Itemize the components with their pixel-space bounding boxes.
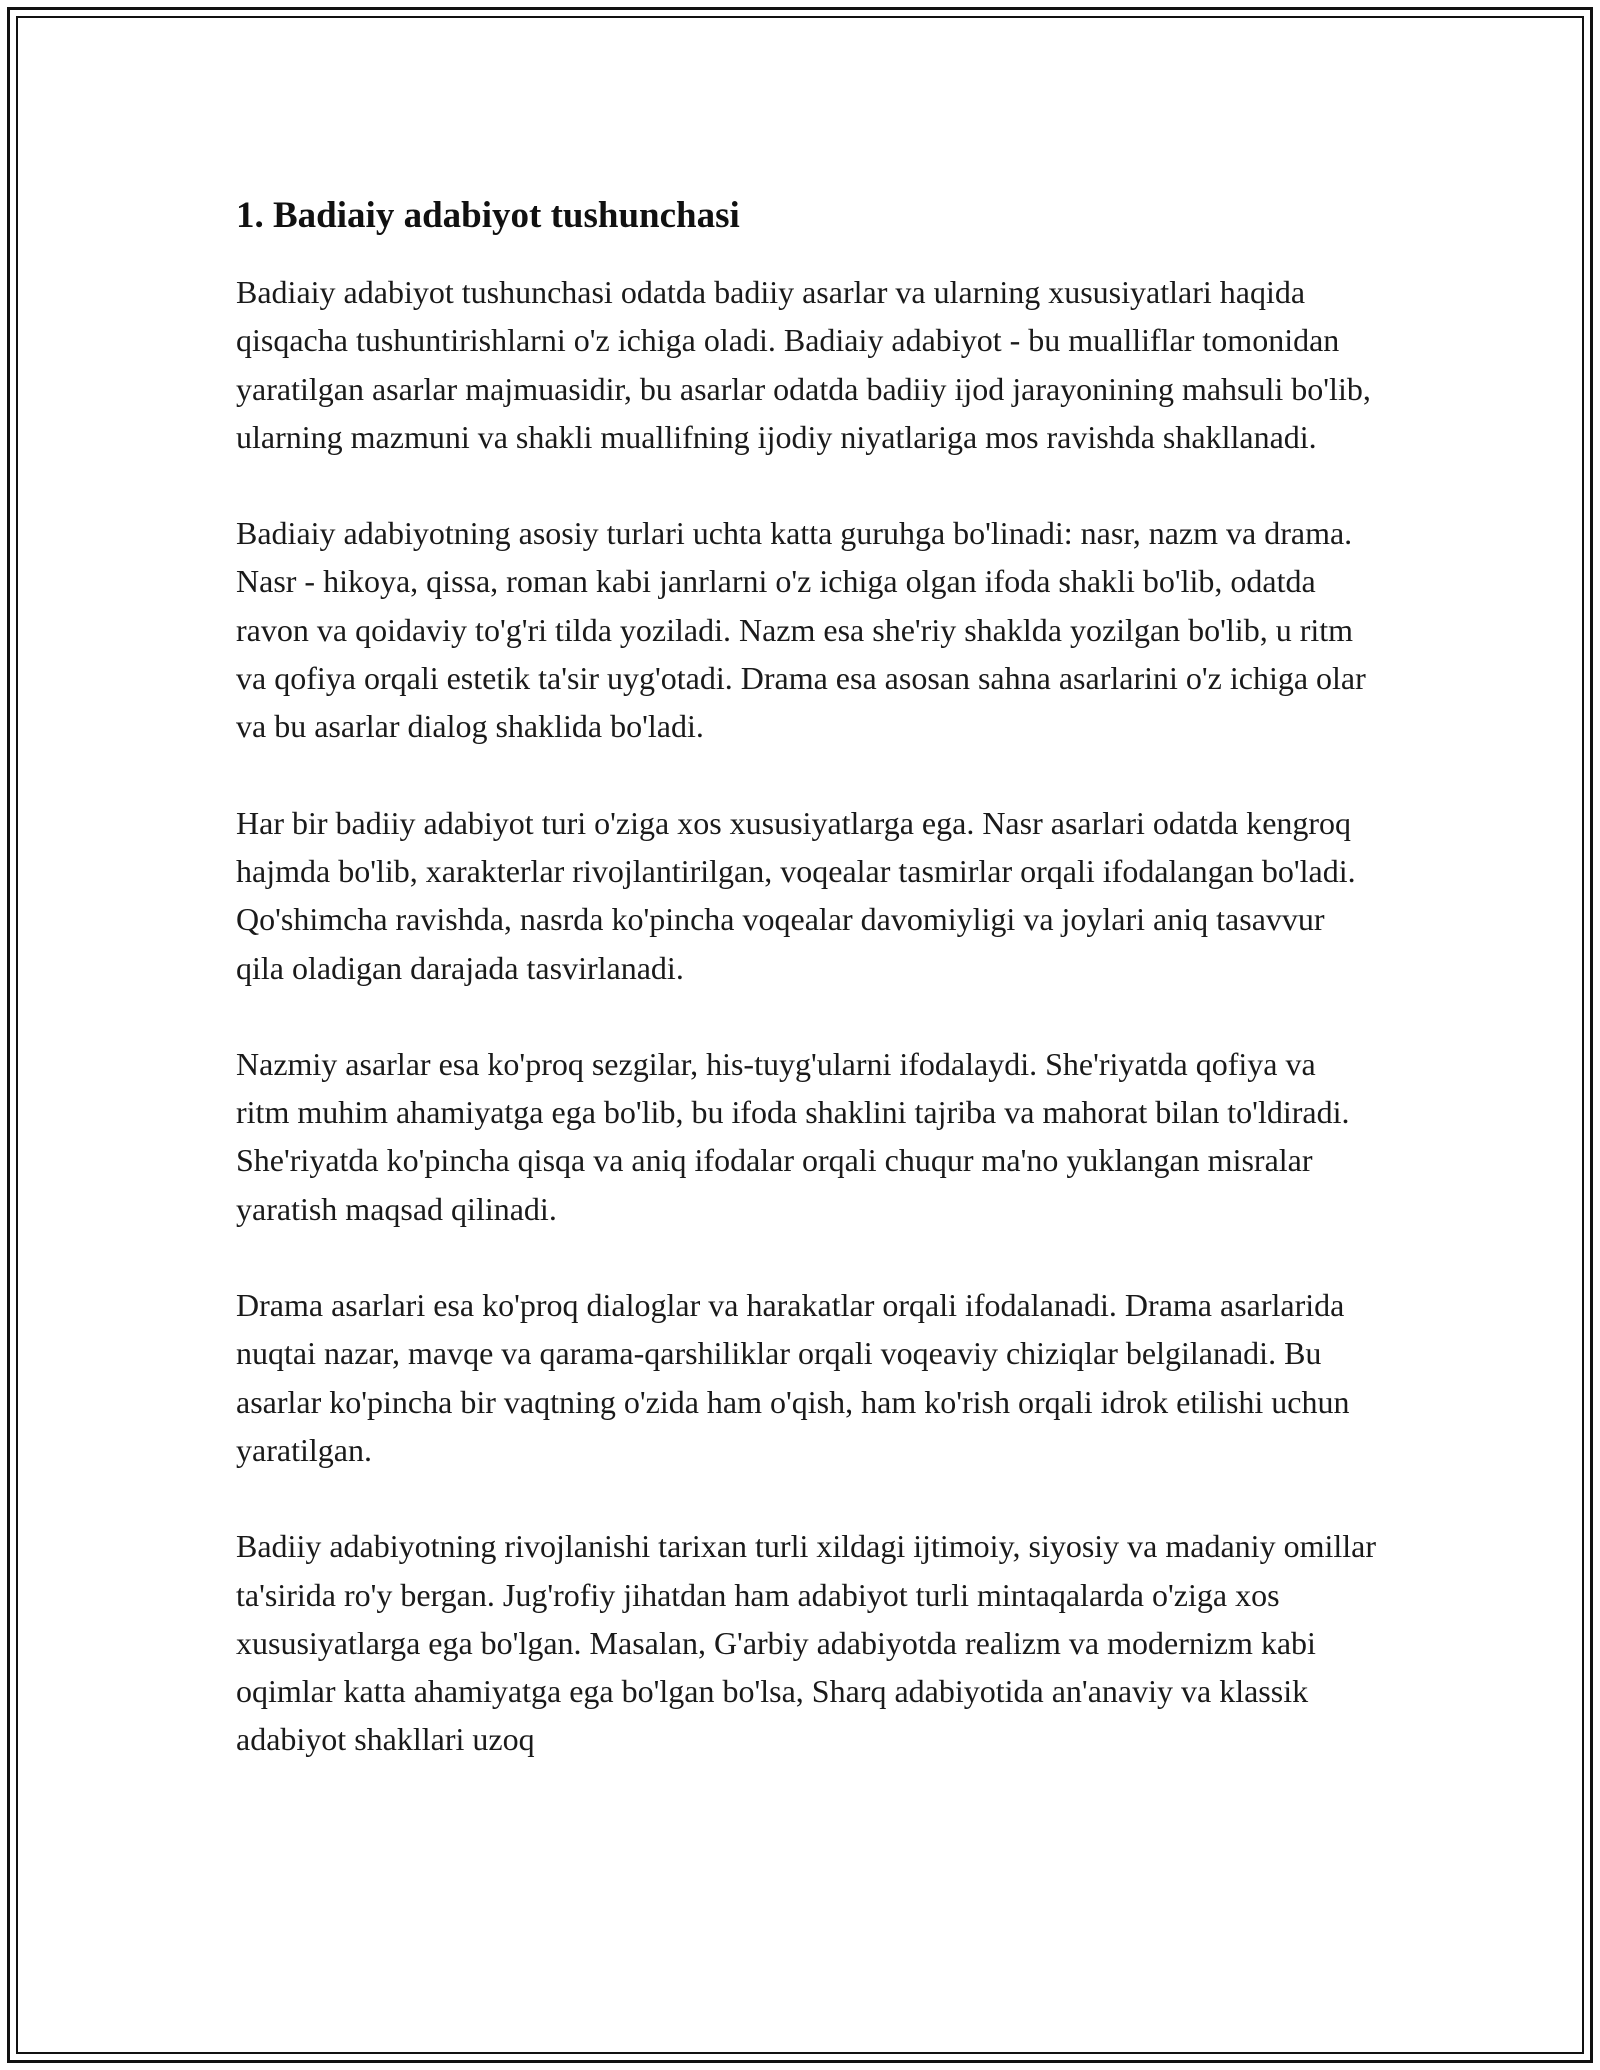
paragraph-3: Har bir badiiy adabiyot turi o'ziga xos xususiyatlarga ega. Nasr asarlari odatda kengroq hajmda bo'lib, xarakterlar rivojlantirilgan, voqealar tasmirlar orqali ifodalangan bo'ladi. Qo'shimcha ravishda, nasrda ko'pincha voqealar davomiyligi va joylari aniq tasavvur qila oladigan darajada tasvirlanadi. [236, 804, 1356, 986]
document-body [236, 188, 1376, 1812]
paragraph-1: Badiaiy adabiyot tushunchasi odatda badiiy asarlar va ularning xususiyatlari haqida qisqacha tushuntirishlarni o'z ichiga oladi. Badiaiy adabiyot - bu mualliflar tomonidan yaratilgan asarlar majmuasidir, bu asarlar odatda badiiy ijod jarayonining mahsuli bo'lib, ularning mazmuni va shakli muallifning ijodiy niyatlariga mos ravishda shakllanadi. [236, 274, 1371, 455]
section-title: 1. Badiaiy adabiyot tushunchasi [236, 195, 740, 236]
paragraph-5: Drama asarlari esa ko'proq dialoglar va harakatlar orqali ifodalanadi. Drama asarlarida nuqtai nazar, mavqe va qarama-qarshiliklar orqali voqeaviy chiziqlar belgilanadi. Bu asarlar ko'pincha bir vaqtning o'zida ham o'qish, ham ko'rish orqali idrok etilishi uchun yaratilgan. [236, 1287, 1350, 1468]
paragraph-2: Badiaiy adabiyotning asosiy turlari uchta katta guruhga bo'linadi: nasr, nazm va drama. Nasr - hikoya, qissa, roman kabi janrlarni o'z ichiga olgan ifoda shakli bo'lib, odatda ravon va qoidaviy to'g'ri tilda yoziladi. Nazm esa she'riy shaklda yozilgan bo'lib, u ritm va qofiya orqali estetik ta'sir uyg'otadi. Drama esa asosan sahna asarlarini o'z ichiga olar va bu asarlar dialog shaklida bo'ladi. [236, 515, 1366, 745]
paragraph-4: Nazmiy asarlar esa ko'proq sezgilar, his-tuyg'ularni ifodalaydi. She'riyatda qofiya va ritm muhim ahamiyatga ega bo'lib, bu ifoda shaklini tajriba va mahorat bilan to'ldiradi. She'riyatda ko'pincha qisqa va aniq ifodalar orqali chuqur ma'no yuklangan misralar yaratish maqsad qilinadi. [236, 1045, 1350, 1227]
paragraph-6: Badiiy adabiyotning rivojlanishi tarixan turli xildagi ijtimoiy, siyosiy va madaniy omillar ta'sirida ro'y bergan. Jug'rofiy jihatdan ham adabiyot turli mintaqalarda o'ziga xos xususiyatlarga ega bo'lgan. Masalan, G'arbiy adabiyotda realizm va modernizm kabi oqimlar katta ahamiyatga ega bo'lgan bo'lsa, Sharq adabiyotida an'anaviy va klassik adabiyot shakllari uzoq [236, 1528, 1376, 1758]
